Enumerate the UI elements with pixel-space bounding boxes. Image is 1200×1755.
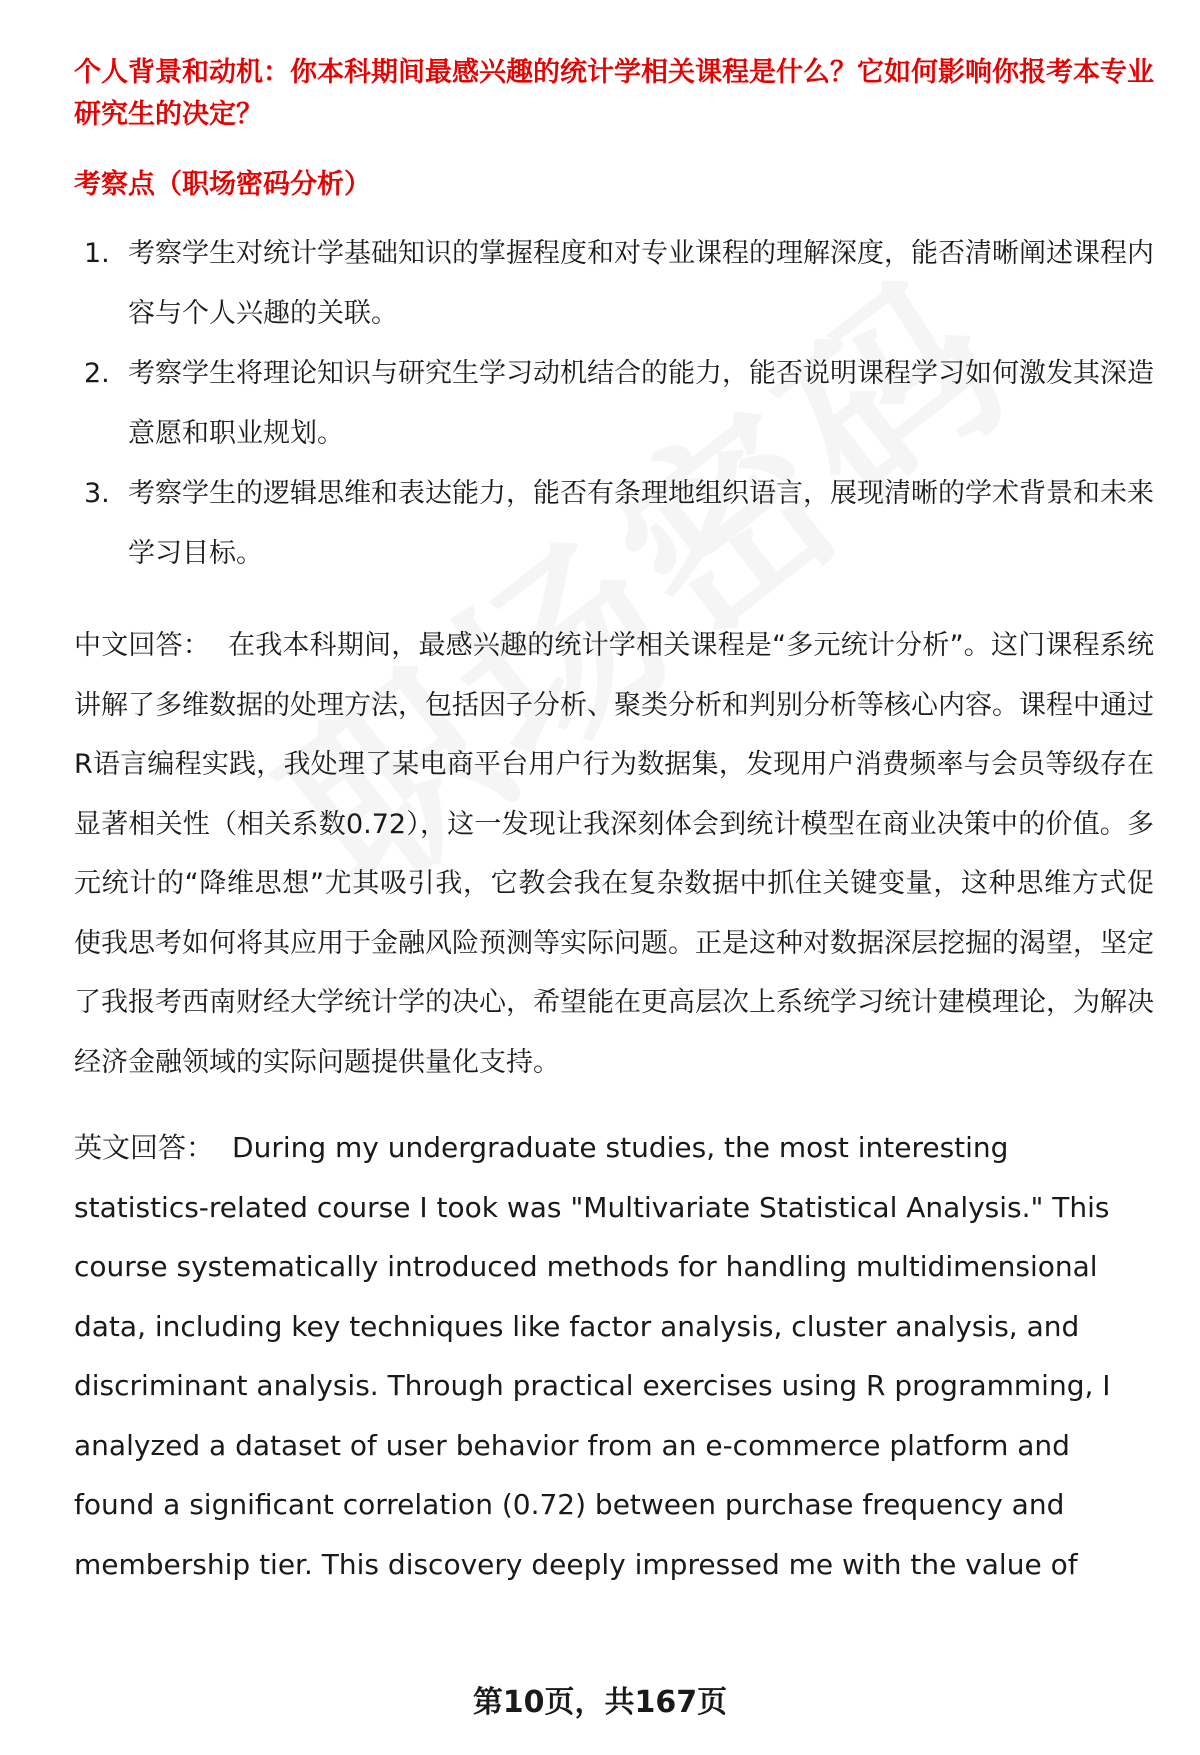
list-item-text: 考察学生将理论知识与研究生学习动机结合的能力，能否说明课程学习如何激发其深造意愿和职业规划。: [128, 358, 1154, 449]
chinese-answer-label: 中文回答：: [74, 630, 211, 661]
question-heading: 个人背景和动机：你本科期间最感兴趣的统计学相关课程是什么？它如何影响你报考本专业研究生的决定？: [74, 57, 1154, 130]
list-item-text: 考察学生对统计学基础知识的掌握程度和对专业课程的理解深度，能否清晰阐述课程内容与个人兴趣的关联。: [128, 238, 1154, 329]
chinese-answer: [74, 616, 1154, 1092]
points-list: [74, 224, 1154, 584]
list-item: [74, 464, 1154, 584]
document-page: [74, 52, 1154, 1594]
english-answer-text: During my undergraduate studies, the most interesting statistics-related course I took was "Multivariate Statistical Analysis." This course systematically introduced methods for handling multidimensional data, including key techniques like factor analysis, cluster analysis, and discriminant analysis. Through practical exercises using R programming, I analyzed a dataset of user behavior from an e-commerce platform and found a significant correlation (0.72) between purchase frequency and membership tier. This discovery deeply impressed me with the value of: [74, 1131, 1111, 1581]
list-item: [74, 224, 1154, 344]
page-number: 第10页，共167页: [472, 1685, 728, 1720]
points-title: 考察点（职场密码分析）: [74, 169, 371, 200]
list-item-number: 3.: [84, 478, 110, 509]
list-item-number: 1.: [84, 238, 110, 269]
list-item-number: 2.: [84, 358, 110, 389]
english-answer-label: 英文回答：: [74, 1131, 215, 1164]
chinese-answer-text: 在我本科期间，最感兴趣的统计学相关课程是“多元统计分析”。这门课程系统讲解了多维数据的处理方法，包括因子分析、聚类分析和判别分析等核心内容。课程中通过R语言编程实践，我处理了某电商平台用户行为数据集，发现用户消费频率与会员等级存在显著相关性（相关系数0.72），这一发现让我深刻体会到统计模型在商业决策中的价值。多元统计的“降维思想”尤其吸引我，它教会我在复杂数据中抓住关键变量，这种思维方式促使我思考如何将其应用于金融风险预测等实际问题。正是这种对数据深层挖掘的渴望，坚定了我报考西南财经大学统计学的决心，希望能在更高层次上系统学习统计建模理论，为解决经济金融领域的实际问题提供量化支持。: [74, 630, 1154, 1078]
list-item-text: 考察学生的逻辑思维和表达能力，能否有条理地组织语言，展现清晰的学术背景和未来学习目标。: [128, 478, 1154, 569]
english-answer: [74, 1118, 1124, 1594]
list-item: [74, 344, 1154, 464]
